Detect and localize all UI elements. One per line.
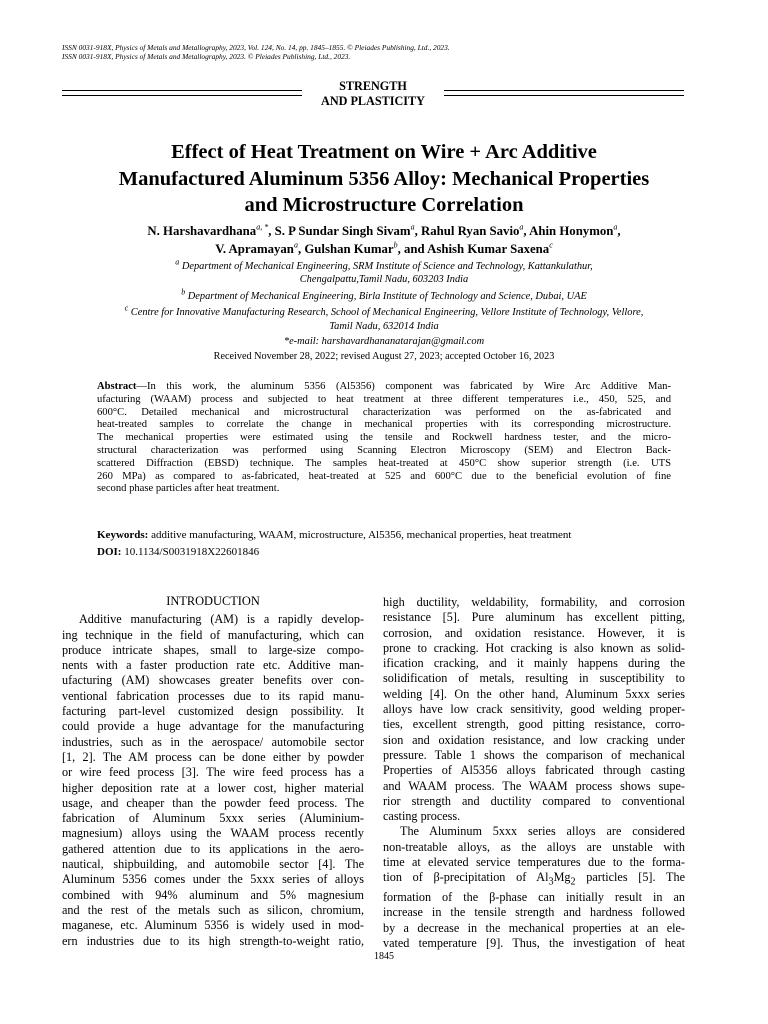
body-line: corrosion, and oxidation resistance. However, it is <box>383 625 685 640</box>
body-line: ventional fabrication processes due to its rapid manu- <box>62 688 364 703</box>
abstract-line: heat-treated samples to correlate the change in mechanical properties with its corresponding microstructure. <box>97 419 671 431</box>
author-affiliation-mark: b <box>393 240 398 250</box>
body-line: facturing part-level customized design possibility. It <box>62 704 364 719</box>
abstract-line: ufacturing (WAAM) process and subjected to heat treatment at three different temperatures i.e., 450, 525, and <box>97 393 671 405</box>
issn-line: ISSN 0031-918X, Physics of Metals and Metallography, 2023, Vol. 124, No. 14, pp. 1845–1855. © Pleiades Publishing, Ltd., 2023. <box>62 43 450 52</box>
body-line: gathered attention due to its applications in the aero- <box>62 841 364 856</box>
author-affiliation-mark: c <box>549 240 553 250</box>
left-column <box>62 594 364 949</box>
author-affiliation-mark: a <box>410 222 415 232</box>
body-line: non-treatable alloys, as the alloys are unstable with <box>383 839 685 854</box>
affiliation-a-cont: Chengalpattu,Tamil Nadu, 603203 India <box>299 274 469 286</box>
body-line: combined with 94% aluminum and 5% magnesium <box>62 887 364 902</box>
body-line: nents with a faster production rate etc. Additive man- <box>62 658 364 673</box>
affiliations <box>40 257 728 364</box>
body-line: ufacturing (AM) showcases greater benefits over con- <box>62 673 364 688</box>
body-line: ern industries due to its high strength-to-weight ratio, <box>62 933 364 948</box>
body-line: usage, and cheaper than the powder feed process. The <box>62 795 364 810</box>
issn-header <box>62 43 450 62</box>
abstract-line: scattered Diffraction (EBSD) technique. The samples heat-treated at 450°C show superior strength (i.e. UTS <box>97 457 671 469</box>
body-line: welding [4]. On the other hand, Aluminum 5xxx series <box>383 686 685 701</box>
author-name: V. Apramayan <box>215 242 294 256</box>
body-line: Properties of Al5356 alloys fabricated through casting <box>383 763 685 778</box>
abstract-line: structural characterization was performed using Scanning Electron Microscopy (SEM) and Electron Back- <box>97 444 671 456</box>
abstract-line: Abstract—In this work, the aluminum 5356 (Al5356) component was fabricated by Wire Arc Additive Man- <box>97 381 671 392</box>
body-line: [1, 2]. The AM process can be done either by powder <box>62 749 364 764</box>
abstract-line: 260 MPa) as compared to as-fabricated, heat-treated at 525 and 600°C due to the beneficial evolution of fine <box>97 470 671 482</box>
body-line: and the rest of the metals such as silicon, chromium, <box>62 902 364 917</box>
body-line: The Aluminum 5xxx series alloys are considered <box>400 824 685 839</box>
keywords-text: additive manufacturing, WAAM, microstructure, Al5356, mechanical properties, heat treatment <box>148 529 572 541</box>
section-rule-right <box>444 90 684 96</box>
body-line: resistance [5]. Pure aluminum has excellent pitting, <box>383 610 685 625</box>
author-list: N. Harshavardhana$^{a, *}$, S. P Sundar Singh Sivam$^a$, Rahul Ryan Savio$^a$, Ahin Honymon$^a$, V. Apramayan$^a$, Gulshan Kumar$^b$, and Ashish Kumar Saxena$^c$ <box>147 222 621 256</box>
received-dates: Received November 28, 2022; revised August 27, 2023; accepted October 16, 2023 <box>213 351 555 363</box>
author-affiliation-mark: a <box>293 240 298 250</box>
body-line: rior strength and ductility compared to conventional <box>383 793 685 808</box>
section-heading: STRENGTH AND PLASTICITY <box>321 79 425 108</box>
body-line: and WAAM process. The WAAM process shows supe- <box>383 778 685 793</box>
body-line: alloys have low crack sensitivity, good welding proper- <box>383 702 685 717</box>
author-affiliation-mark: a <box>613 222 618 232</box>
body-line: prone to cracking. Hot cracking is also known as solid- <box>383 640 685 655</box>
body-line: casting process. <box>383 809 461 824</box>
right-column <box>383 595 685 951</box>
body-line: ties, excellent strength, good pitting resistance, corro- <box>383 717 685 732</box>
abstract-line: The mechanical properties were estimated using the tensile and Rockwell hardness tester, and the micro- <box>97 432 671 444</box>
body-line: sion and oxidation resistance, and low cracking under <box>383 732 685 747</box>
author-name: Ashish Kumar Saxena <box>427 242 550 256</box>
body-line: pressure. Table 1 shows the comparison of mechanical <box>383 747 685 762</box>
author-name: Ahin Honymon <box>529 224 614 238</box>
author-name: N. Harshavardhana <box>147 224 257 238</box>
section-rule-left <box>62 90 302 96</box>
abstract-line: 600°C. Detailed mechanical and microstructural characterization was performed on the as-fabricated and <box>97 406 671 418</box>
keywords-label: Keywords: <box>97 529 149 541</box>
body-line: ification cracking, and it mainly happens during the <box>383 656 685 671</box>
keywords <box>97 528 677 542</box>
body-line-formula: tion of β-precipitation of $Al_3Mg_2$ particles [5]. The <box>383 870 685 888</box>
affiliation-c: $^c$ Centre for Innovative Manufacturing Research, School of Mechanical Engineering, Vellore Institute of Technology, Vellore, <box>124 303 644 319</box>
body-line: ing technique in the field of manufacturing, which can <box>62 627 364 642</box>
corresponding-email[interactable]: *e-mail: harshavardhananatarajan@gmail.com <box>283 336 485 348</box>
body-line: high ductility, weldability, formability, and corrosion <box>383 595 685 609</box>
issn-line: ISSN 0031-918X, Physics of Metals and Metallography, 2023. © Pleiades Publishing, Ltd., 2023. <box>62 52 351 62</box>
page-number: 1845 <box>374 951 394 962</box>
body-line: time at elevated service temperatures due to the forma- <box>383 855 685 870</box>
doi-label: DOI: <box>97 546 122 558</box>
body-line: by a decrease in the mechanical properties at an ele- <box>383 920 685 935</box>
abstract-label: Abstract <box>97 381 137 392</box>
body-line: increase in the tensile strength and hardness followed <box>383 905 685 920</box>
body-line: Aluminum 5356 comes under the 5xxx series of alloys <box>62 872 364 887</box>
author-name: Rahul Ryan Savio <box>421 224 520 238</box>
author-name: Gulshan Kumar <box>304 242 394 256</box>
abstract <box>97 381 671 496</box>
body-line: magnesium) alloys using the WAAM process recently <box>62 826 364 841</box>
body-line: Additive manufacturing (AM) is a rapidly develop- <box>79 612 364 627</box>
doi <box>97 545 259 559</box>
body-line: produce intricate shapes, small to large-size compo- <box>62 642 364 657</box>
author-affiliation-mark: a, * <box>256 222 269 232</box>
body-line: vated temperature [9]. Thus, the investigation of heat <box>383 935 685 950</box>
body-line: formation of the β-phase can initially result in an <box>383 890 685 905</box>
doi-link[interactable]: 10.1134/S0031918X22601846 <box>121 546 260 558</box>
affiliation-a: $^a$ Department of Mechanical Engineering, SRM Institute of Science and Technology, Kattankulathur, <box>175 257 593 272</box>
body-line: nautical, shipbuilding, and automobile sector [4]. The <box>62 857 364 872</box>
affiliation-b: $^b$ Department of Mechanical Engineering, Birla Institute of Technology and Science, Dubai, UAE <box>181 287 587 302</box>
body-line: could provide a huge advantage for the manufacturing <box>62 719 364 734</box>
article-title: Effect of Heat Treatment on Wire + Arc Additive Manufactured Aluminum 5356 Alloy: Mechanical Properties and Microstructure Correlation <box>118 141 650 216</box>
author-affiliation-mark: a <box>519 222 524 232</box>
author-name: S. P Sundar Singh Sivam <box>274 224 411 238</box>
body-line: maganese, etc. Aluminum 5356 is widely used in mod- <box>62 918 364 933</box>
body-line: or wire feed process [3]. The wire feed process has a <box>62 765 364 780</box>
affiliation-c-cont: Tamil Nadu, 632014 India <box>329 320 439 332</box>
body-line: fabrication of Aluminum 5xxx series (Aluminium- <box>62 811 364 826</box>
abstract-line: second phase particles after heat treatment. <box>97 483 280 495</box>
section-title-introduction: INTRODUCTION <box>166 594 260 608</box>
body-line: industries, such as in the aerospace/ automobile sector <box>62 734 364 749</box>
body-line: solidification of metals, resulting in susceptibility to <box>383 671 685 686</box>
body-line: higher deposition rate at a lower cost, higher material <box>62 780 364 795</box>
